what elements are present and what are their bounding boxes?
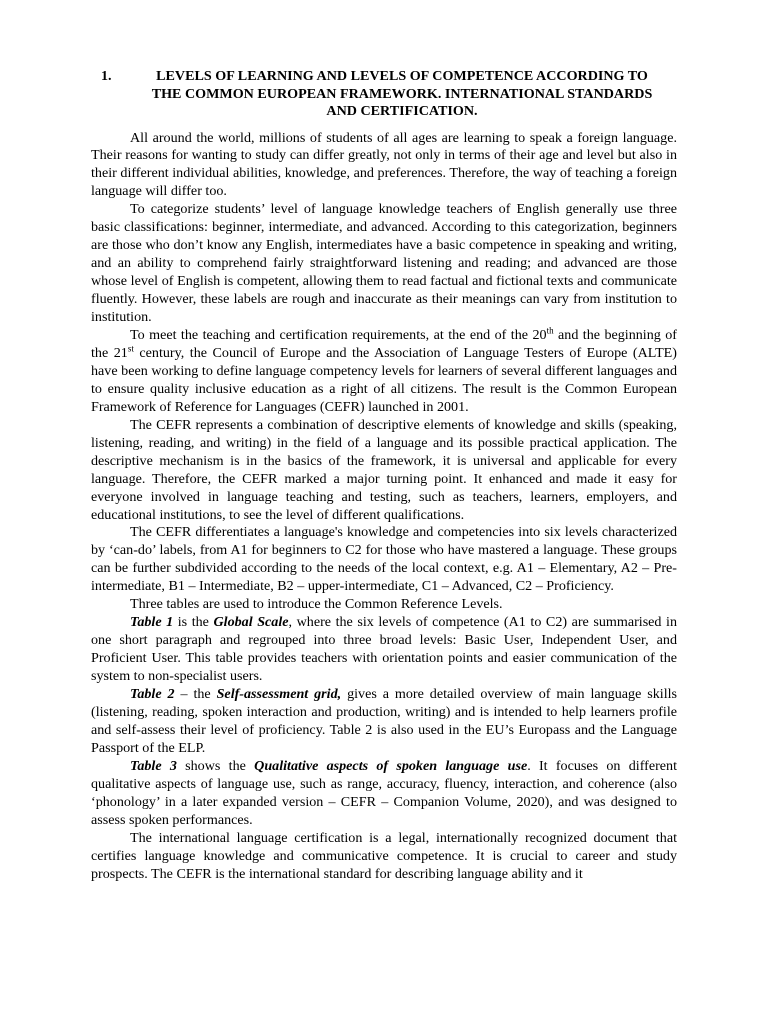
paragraph-3-text-c: century, the Council of Europe and the Association of Language Testers of Europe (ALTE) have been working to define language competency levels for learners of several different languages and to ensure quality inclusive education as a right of all citizens. The result is the Common European Framework of Reference for Languages (CEFR) launched in 2001. [91,344,677,415]
paragraph-7-text-a: is the [173,614,214,631]
paragraph-5: The CEFR differentiates a language's knowledge and competencies into six levels characterized by ‘can-do’ labels, from A1 for beginners to C2 for those who have mastered a language. These groups can be further subdivided according to the needs of the local context, e.g. A1 – Elementary, A2 – Pre-intermediate, B1 – Intermediate, B2 – upper-intermediate, C1 – Advanced, C2 – Proficiency. [91,524,677,595]
self-assessment-grid-term: Self-assessment grid, [216,686,342,703]
section-heading [91,68,677,121]
paragraph-1: All around the world, millions of students of all ages are learning to speak a foreign language. Their reasons for wanting to study can differ greatly, not only in terms of their age and level but also in their different individual abilities, knowledge, and preferences. Therefore, the way of teaching a foreign language will differ too. [91,129,677,200]
paragraph-3-text-a: To meet the teaching and certification requirements, at the end of the 20 [130,326,547,343]
section-title-line-1: LEVELS OF LEARNING AND LEVELS OF COMPETENCE ACCORDING TO [156,68,648,84]
table-2-label: Table 2 [130,686,175,703]
paragraph-3 [91,327,677,417]
paragraph-7 [91,614,677,686]
paragraph-4: The CEFR represents a combination of descriptive elements of knowledge and skills (speaking, listening, reading, and writing) in the field of a language and its possible practical application. The descriptive mechanism is in the basics of the framework, it is universal and applicable for every language. Therefore, the CEFR marked a major turning point. It enhanced and made it easy for everyone involved in language teaching and testing, such as teachers, learners, employers, and educational institutions, to see the level of different qualifications. [91,416,677,523]
paragraph-8-text-a: – the [174,686,217,703]
global-scale-term: Global Scale [213,614,289,631]
table-3-label: Table 3 [130,757,177,774]
paragraph-9-text-a: shows the [176,757,255,774]
section-title [127,68,677,121]
qualitative-aspects-term: Qualitative aspects of spoken language use [254,757,528,774]
section-number: 1. [101,68,112,84]
paragraph-2: To categorize students’ level of language knowledge teachers of English generally use three basic classifications: beginner, intermediate, and advanced. According to this categorization, beginners are those who don’t know any English, intermediates have a basic competence in speaking and writing, and an ability to comprehend fairly straightforward listening and reading; and advanced are those whose level of English is competent, allowing them to read factual and fictional texts and communicate fluently. However, these labels are rough and inaccurate as their meanings can vary from institution to institution. [91,201,677,326]
superscript-th: th [546,325,554,336]
superscript-st: st [127,343,134,354]
paragraph-10: The international language certification is a legal, internationally recognized document that certifies language knowledge and communicative competence. It is crucial to career and study prospects. The CEFR is the international standard for describing language ability and it [91,829,677,882]
paragraph-8-text-b: gives a more detailed overview of main language skills (listening, reading, spoken interaction and production, writing) and is intended to help learners profile and self-assess their level of proficiency. Table 2 is also used in the EU’s Europass and the Language Passport of the ELP. [91,686,678,756]
section-title-line-3: AND CERTIFICATION. [326,103,478,119]
paragraph-7-text-b: , where the six levels of competence (A1 to C2) are summarised in one short paragraph and regrouped into three broad levels: Basic User, Independent User, and Proficient User. This table provides teachers with orientation points and easier communication of the system to non-specialist users. [91,614,677,685]
section-title-line-2: THE COMMON EUROPEAN FRAMEWORK. INTERNATIONAL STANDARDS [151,85,653,102]
paragraph-9 [91,758,677,830]
paragraph-9-text-b: . It focuses on different qualitative aspects of language use, such as range, accuracy, fluency, interaction, and coherence (also ‘phonology’ in a later expanded version – CEFR – Companion Volume, 2020), and was designed to assess spoken performances. [91,757,677,828]
paragraph-6: Three tables are used to introduce the Common Reference Levels. [130,596,503,613]
paragraph-8 [91,686,677,758]
table-1-label: Table 1 [130,614,174,631]
paragraph-3-text-b: and the beginning of the 21 [91,326,677,361]
